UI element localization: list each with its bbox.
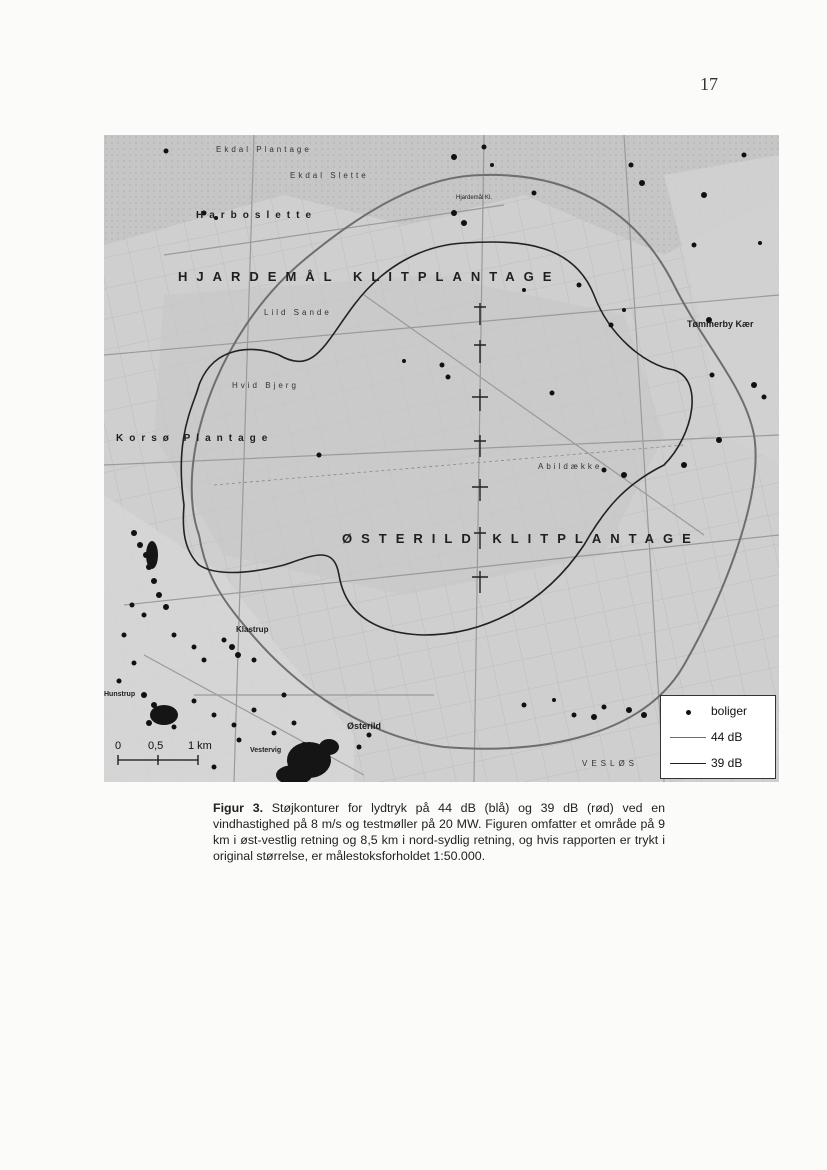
page-number: 17: [700, 74, 718, 94]
scale-label-one: 1 km: [188, 740, 212, 752]
map-label-ekdal-plantage: Ekdal Plantage: [216, 145, 312, 154]
scale-label-half: 0,5: [148, 740, 164, 752]
contour-44db-line-icon: [670, 737, 706, 738]
contour-39db-line-icon: [670, 763, 706, 764]
map-canvas: [104, 135, 779, 782]
scale-bar: [112, 740, 222, 774]
legend-item-39db: [669, 756, 742, 770]
legend-label-44db: 44 dB: [711, 730, 743, 744]
map-label-osterild-town: Østerild: [347, 721, 382, 731]
map-label-ekdal-slette: Ekdal Slette: [290, 171, 369, 180]
map-label-vestervig: Vestervig: [250, 747, 282, 754]
dwelling-dot-icon: [686, 710, 691, 715]
map-legend: [660, 695, 776, 779]
map-label-klastrup: Klastrup: [236, 625, 269, 634]
map-label-hvid-bjerg: Hvid Bjerg: [232, 381, 299, 390]
map-label-hjardemaal-kl: Hjardemål Kl.: [456, 195, 493, 201]
map-label-toemmerby-kaer: Tømmerby Kær: [687, 319, 754, 329]
map-label-lild-sande: Lild Sande: [264, 308, 332, 317]
caption-text: Støjkonturer for lydtryk på 44 dB (blå) og 39 dB (rød) ved en vindhastighed på 8 m/s og testmøller på 20 MW. Figuren omfatter et område på 9 km i øst-vestlig retning og 8,5 km i nord-sydlig retning, og hvis rapporten er trykt i original størrelse, er målestoksforholdet 1:50.000.: [213, 801, 665, 863]
map-label-harboslette: Harboslette: [196, 210, 318, 221]
figure-caption: [213, 800, 665, 864]
legend-item-44db: [669, 730, 742, 744]
map-label-abildaekke: Abildække: [538, 462, 603, 471]
legend-label-boliger: boliger: [711, 704, 748, 718]
scale-bar-graphic: [112, 755, 212, 765]
caption-label: Figur 3.: [213, 801, 264, 815]
map-label-hunstrup: Hunstrup: [104, 691, 136, 698]
legend-label-39db: 39 dB: [711, 756, 743, 770]
scale-label-zero: 0: [115, 740, 122, 752]
noise-contour-map: [104, 135, 779, 782]
legend-item-boliger: [669, 704, 747, 718]
map-label-osterild-klitplantage: ØSTERILD KLITPLANTAGE: [342, 531, 700, 546]
map-label-korsoe-plantage: Korsø Plantage: [116, 433, 274, 444]
map-label-hjardemaal: HJARDEMÅL KLITPLANTAGE: [178, 269, 561, 284]
map-label-vesloes: VESLØS: [582, 759, 639, 768]
